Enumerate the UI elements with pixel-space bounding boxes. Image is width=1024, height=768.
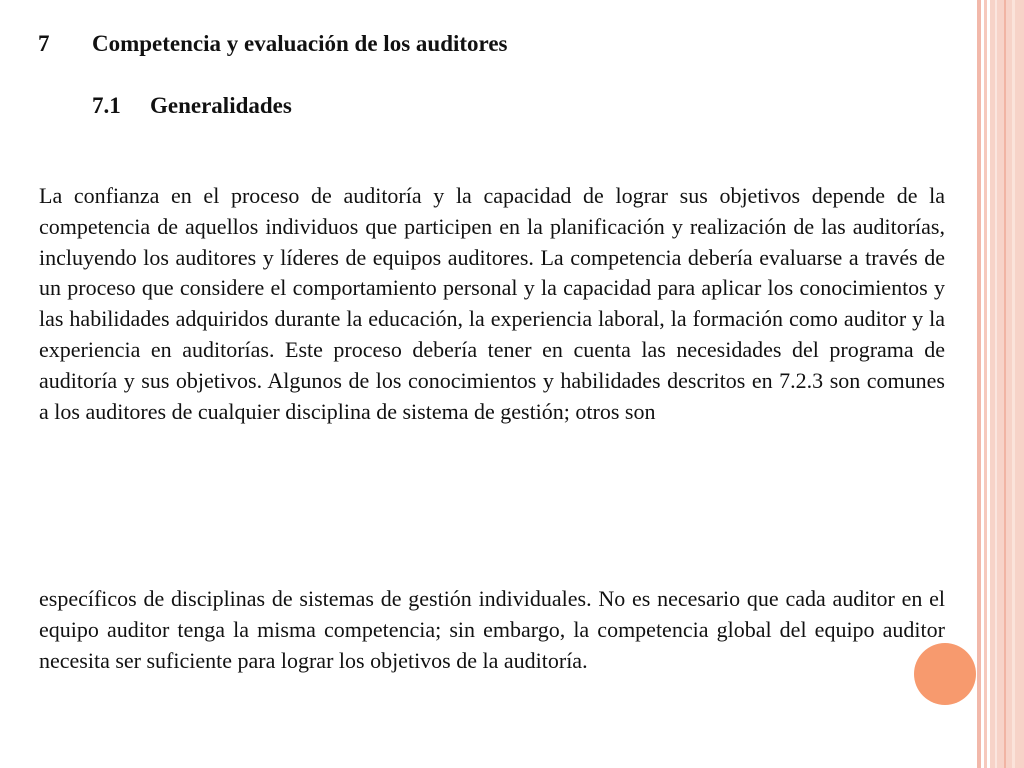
right-border-stripe (1004, 0, 1006, 768)
right-border-stripe (1012, 0, 1015, 768)
subsection-number: 7.1 (92, 93, 121, 118)
right-border-stripe (995, 0, 997, 768)
body-paragraph-2: específicos de disciplinas de sistemas de gestión individuales. No es necesario que cada auditor en el equipo auditor tenga la misma competencia; sin embargo, la competencia global del equipo auditor necesita ser suficiente para lograr los objetivos de la auditoría. (39, 586, 945, 673)
accent-circle-decoration (914, 643, 976, 705)
right-border-stripe (977, 0, 981, 768)
body-paragraph-1: La confianza en el proceso de auditoría y la capacidad de lograr sus objetivos depende de la competencia de aquellos individuos que participen en la planificación y realización de las auditorías, incluyendo los auditores y líderes de equipos auditores. La competencia debería evaluarse a través de un proceso que considere el comportamiento personal y la capacidad para aplicar los conocimientos y las habilidades adquiridos durante la educación, la experiencia laboral, la formación como auditor y la experiencia en auditorías. Este proceso debería tener en cuenta las necesidades del programa de auditoría y sus objetivos. Algunos de los conocimientos y habilidades descritos en 7.2.3 son comunes a los auditores de cualquier disciplina de sistema de gestión; otros son (39, 183, 945, 424)
right-border-stripe (984, 0, 987, 768)
section-number: 7 (38, 31, 50, 56)
section-title: Competencia y evaluación de los auditores (92, 31, 508, 56)
subsection-title: Generalidades (150, 93, 292, 118)
